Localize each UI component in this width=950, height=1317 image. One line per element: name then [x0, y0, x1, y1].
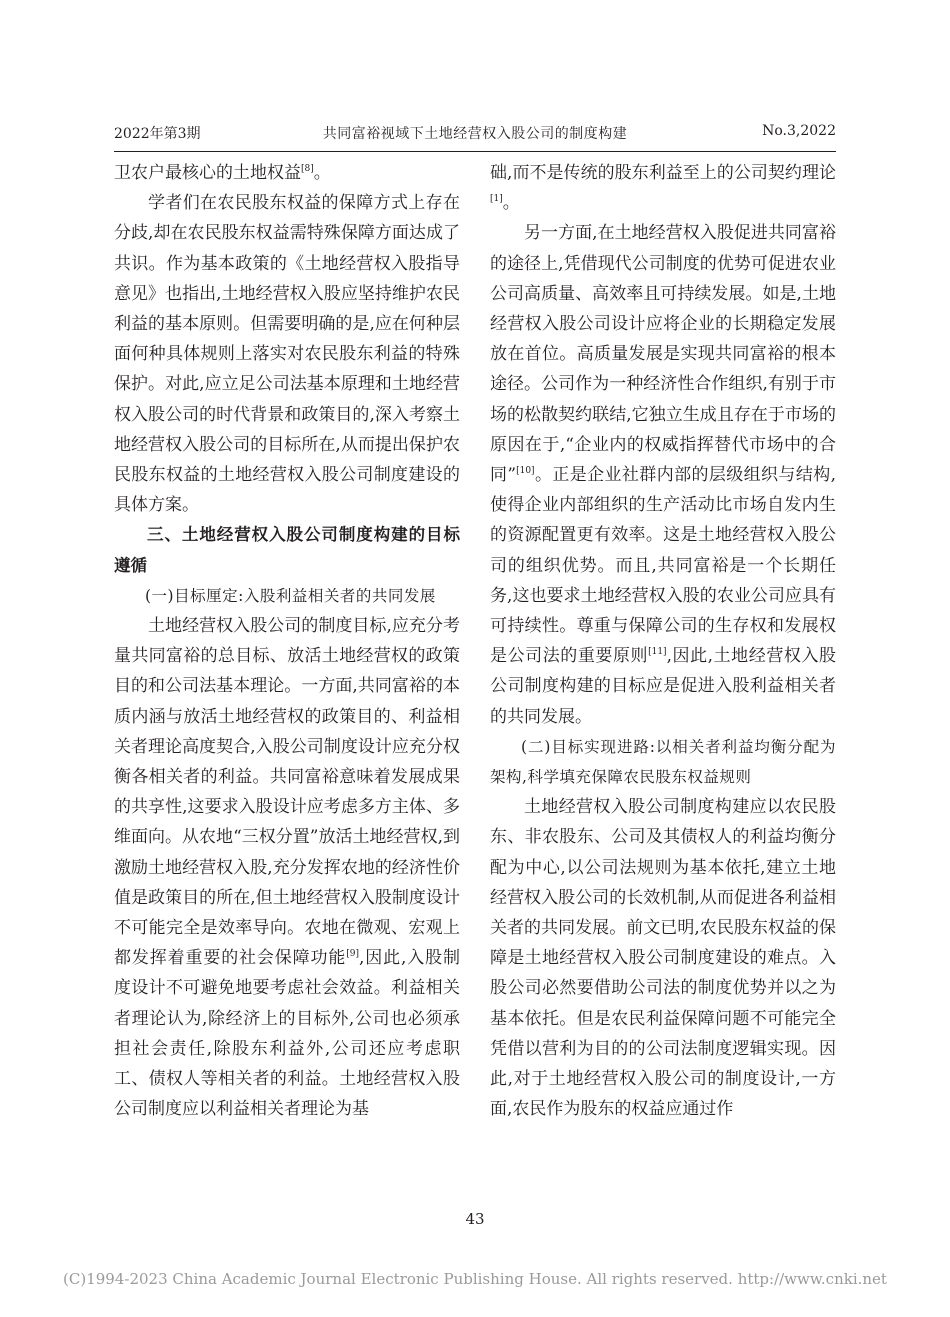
paragraph-text: ,因此,入股制度设计不可避免地要考虑社会效益。利益相关者理论认为,除经济上的目标外,公司也必须承担社会责任,除股东利益外,公司还应考虑职工、债权人等相关者的利益。土地经营权入股公司制度应以利益相关者理论为基: [114, 948, 460, 1120]
citation-ref: [9]: [346, 949, 359, 960]
subsection-heading: (二)目标实现进路:以相关者利益均衡分配为架构,科学填充保障农民股东权益规则: [490, 737, 836, 787]
paragraph: 土地经营权入股公司制度构建应以农民股东、非农股东、公司及其债权人的利益均衡分配为中心,以公司法规则为基本依托,建立土地经营权入股公司的长效机制,从而促进各利益相关者的共同发展。前文已明,农民股东权益的保障是土地经营权入股公司制度建设的难点。入股公司必然要借助公司法的制度优势并以之为基本依托。但是农民利益保障问题不可能完全凭借以营利为目的的公司法制度逻辑实现。因此,对于土地经营权入股公司的制度设计,一方面,农民作为股东的权益应通过作: [490, 797, 836, 1120]
paragraph: 学者们在农民股东权益的保障方式上存在分歧,却在农民股东权益需特殊保障方面达成了共识。作为基本政策的《土地经营权入股指导意见》也指出,土地经营权入股应坚持维护农民利益的基本原则。但需要明确的是,应在何种层面何种具体规则上落实对农民股东利益的特殊保护。对此,应立足公司法基本原理和土地经营权入股公司的时代背景和政策目的,深入考察土地经营权入股公司的目标所在,从而提出保护农民股东权益的土地经营权入股公司制度建设的具体方案。: [114, 193, 460, 516]
citation-ref: [11]: [648, 647, 667, 658]
left-column: [114, 158, 460, 1125]
paragraph: [490, 218, 836, 731]
citation-ref: [10]: [516, 466, 535, 477]
issue-label: 2022年第3期: [114, 126, 201, 142]
header-rule: [114, 151, 836, 152]
copyright-footer: (C)1994-2023 China Academic Journal Electronic Publishing House. All rights reserved. http://www.cnki.net: [63, 1270, 887, 1288]
paragraph-text: ,因此,土地经营权入股公司制度构建的目标应是促进入股利益相关者的共同发展。: [490, 646, 837, 727]
paragraph-text: 础,而不是传统的股东利益至上的公司契约理论: [490, 163, 836, 183]
paragraph: [114, 158, 460, 188]
page-number: 43: [465, 1210, 485, 1228]
paragraph-text: 另一方面,在土地经营权入股促进共同富裕的途径上,凭借现代公司制度的优势可促进农业公司高质量、高效率且可持续发展。如是,土地经营权入股公司设计应将企业的长期稳定发展放在首位。高质量发展是实现共同富裕的根本途径。公司作为一种经济性合作组织,有别于市场的松散契约联结,它独立生成且存在于市场的原因在于,“企业内的权威指挥替代市场中的合同”: [490, 223, 836, 486]
running-header: [114, 123, 836, 147]
paragraph-text: 。: [502, 193, 520, 214]
paragraph: [490, 158, 836, 218]
running-title: 共同富裕视域下土地经营权入股公司的制度构建: [322, 126, 628, 142]
paragraph-text: 卫农户最核心的土地权益: [114, 163, 301, 183]
paragraph-text: 。: [313, 163, 331, 183]
subsection-heading: (一)目标厘定:入股利益相关者的共同发展: [145, 586, 436, 605]
citation-ref: [1]: [490, 194, 503, 205]
paragraph-text: 土地经营权入股公司的制度目标,应充分考量共同富裕的总目标、放活土地经营权的政策目的和公司法基本理论。一方面,共同富裕的本质内涵与放活土地经营权的政策目的、利益相关者理论高度契合,入股公司制度设计应充分权衡各相关者的利益。共同富裕意味着发展成果的共享性,这要求入股设计应考虑多方主体、多维面向。从农地“三权分置”放活土地经营权,到激励土地经营权入股,充分发挥农地的经济性价值是政策目的所在,但土地经营权入股制度设计不可能完全是效率导向。农地在微观、宏观上都发挥着重要的社会保障功能: [114, 616, 460, 969]
section-heading: 三、土地经营权入股公司制度构建的目标遵循: [114, 525, 460, 575]
citation-ref: [8]: [301, 164, 314, 174]
right-column: [490, 158, 836, 1125]
paragraph: [114, 611, 460, 1124]
paragraph-text: 。正是企业社群内部的层级组织与结构,使得企业内部组织的生产活动比市场自发内生的资源配置更有效率。这是土地经营权入股公司的组织优势。而且,共同富裕是一个长期任务,这也要求土地经营权入股的农业公司应具有可持续性。尊重与保障公司的生存权和发展权是公司法的重要原则: [490, 465, 836, 667]
issue-number: No.3,2022: [762, 123, 836, 139]
